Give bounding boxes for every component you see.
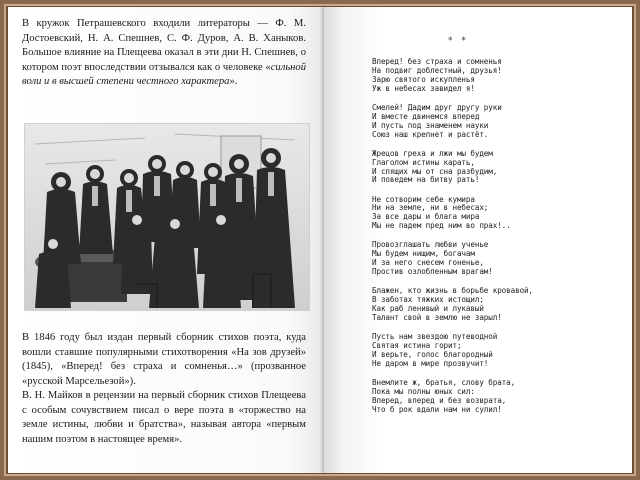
left-page	[8, 7, 324, 473]
poem-line: Простив озлобленным врагам!	[372, 267, 493, 277]
poem-line: И спящих мы от сна разбудим,	[372, 166, 498, 176]
stanza	[372, 58, 562, 94]
poem-line: Глаголом истины карать,	[372, 157, 475, 167]
poem-line: Вперед, вперед и без возврата,	[372, 395, 507, 405]
poem-line: В заботах тяжких истощил;	[372, 295, 484, 305]
poem-line: Мы будем нищим, богачам	[372, 249, 475, 259]
stanza	[372, 196, 562, 232]
illustration-drawing	[25, 124, 309, 310]
poem-line: И верьте, голос благородный	[372, 349, 493, 359]
poem-line: Союз наш крепнет и растёт.	[372, 129, 489, 139]
stanza	[372, 150, 562, 186]
stanza	[372, 379, 562, 415]
sbornik-paragraph: В 1846 году был издан первый сборник стихов поэта, куда вошли ставшие популярными стихотворения «На зов друзей» (1845), «Вперед! без страха и сомненья…» (прозванное «русской Марсельезой»).	[22, 332, 306, 387]
poem-line: Не даром в мире прозвучит!	[372, 358, 489, 368]
poem-line: Как раб ленивый и лукавый	[372, 304, 484, 314]
stanza	[372, 104, 562, 140]
intro-text-b: ».	[229, 76, 238, 88]
poem-line: Вперед! без страха и сомненья	[372, 57, 502, 66]
intro-paragraph	[22, 17, 306, 90]
poem-line: Смелей! Дадим друг другу руки	[372, 102, 502, 112]
poem-line: На подвиг доблестный, друзья!	[372, 65, 502, 75]
poem-line: Блажен, кто жизнь в борьбе кровавой,	[372, 286, 533, 296]
petrashevsky-circle-illustration	[24, 123, 310, 311]
poem-line: Мы не падем пред ним во прах!..	[372, 221, 511, 231]
poem-line: И пусть под знаменем науки	[372, 120, 489, 130]
intro-text-a: В кружок Петрашевского входили литераторы — Ф. М. Достоевский, Н. А. Спешнев, С. Ф. Дуров, А. В. Ханыков. Большое влияние на Плещеева оказал в эти дни Н. Спешнев, о котором поэт впоследствии отзывался как о человеке «	[22, 18, 306, 73]
stanza	[372, 241, 562, 277]
poem-line: И вместе двинемся вперед	[372, 111, 480, 121]
poem-line: Пусть нам звездою путеводной	[372, 332, 498, 342]
poem-line: И поведем на битву рать!	[372, 175, 480, 185]
poem-line: Жрецов греха и лжи мы будем	[372, 148, 493, 158]
poem-ornament: * *	[448, 36, 469, 46]
poem-line: Талант свой в землю не зарыл!	[372, 312, 502, 322]
poem-line: Святая истина горит;	[372, 341, 462, 351]
stanza	[372, 333, 562, 369]
stanza	[372, 287, 562, 323]
poem-line: Уж в небесах завидел я!	[372, 83, 475, 93]
poem-line: Ни на земле, ни в небесах;	[372, 203, 489, 213]
poem-line: Что б рок вдали нам ни сулил!	[372, 404, 502, 414]
poem-line: Зарю святого искупленья	[372, 74, 475, 84]
poem-line: Внемлите ж, братья, слову брата,	[372, 378, 516, 388]
poem-line: Не сотворим себе кумира	[372, 194, 475, 204]
intro-quote-italic: сильной воли и в высшей степени честного характера	[22, 61, 306, 88]
poem-line: Провозглашать любви ученье	[372, 240, 489, 250]
poem-line: За все дары и блага мира	[372, 212, 480, 222]
poem-vpered	[372, 58, 562, 425]
maykov-paragraph: В. Н. Майков в рецензии на первый сборник стихов Плещеева с особым сочувствием писал о вере поэта в «торжество на земле истины, любви и братства», называя автора «первым нашим поэтом в настоящее время».	[22, 390, 306, 445]
poem-line: И за него снесем гоненье,	[372, 258, 484, 268]
poem-line: Пока мы полны юных сил:	[372, 386, 475, 396]
